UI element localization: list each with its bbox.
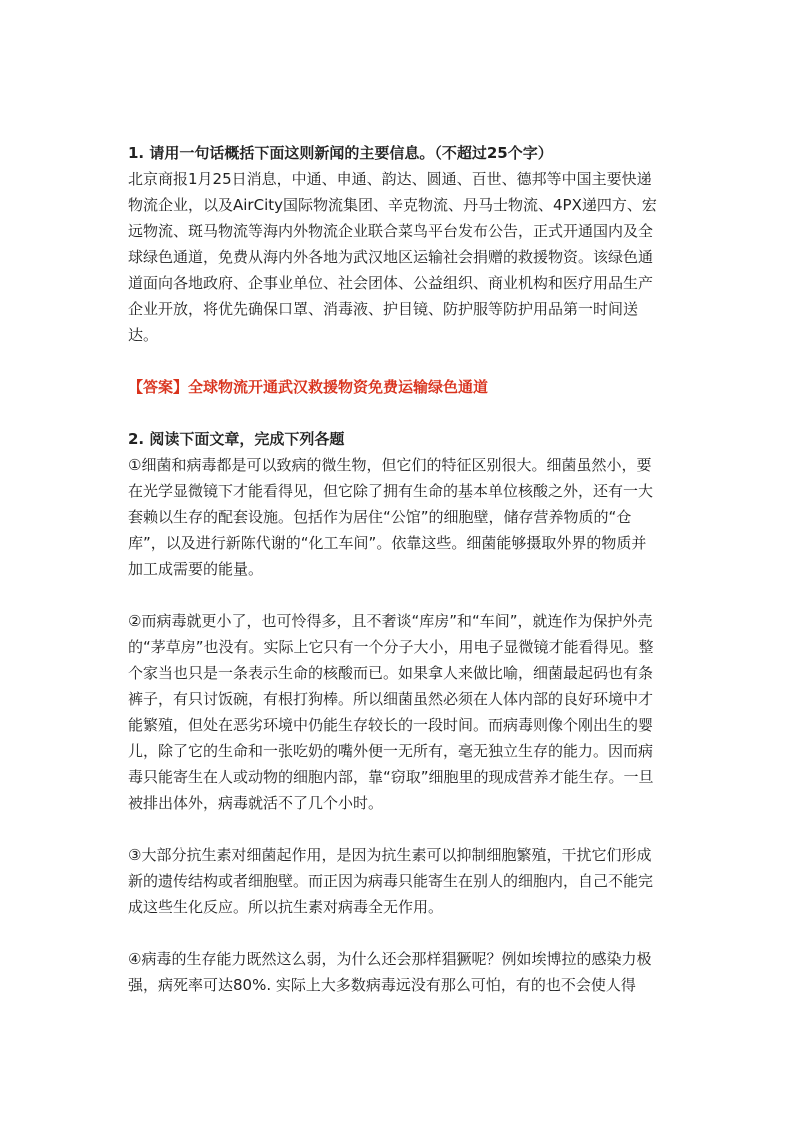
paragraph-2 — [128, 608, 673, 816]
passage-line: 加工成需要的能量。 — [128, 560, 264, 578]
document-page — [128, 140, 673, 998]
passage-line: ①细菌和病毒都是可以致病的微生物，但它们的特征区别很大。细菌虽然小，要 — [128, 456, 652, 474]
passage-line: 企业开放，将优先确保口罩、消毒液、护目镜、防护服等防护用品第一时间送 — [128, 300, 639, 318]
passage-line: 裤子，有只讨饭碗，有根打狗棒。所以细菌虽然必须在人体内部的良好环境中才 — [128, 690, 654, 708]
passage-line: 北京商报1月25日消息，中通、申通、韵达、圆通、百世、德邦等中国主要快递 — [128, 170, 652, 188]
passage-line: 远物流、斑马物流等海内外物流企业联合菜鸟平台发布公告，正式开通国内及全 — [128, 222, 654, 240]
spacer — [128, 582, 673, 608]
passage-line: 达。 — [128, 326, 159, 344]
spacer — [128, 348, 673, 374]
passage-line: ④病毒的生存能力既然这么弱，为什么还会那样猖獗呢？例如埃博拉的感染力极 — [128, 950, 652, 968]
question-2-title: 2. 阅读下面文章，完成下列各题 — [128, 430, 345, 448]
passage-line: ②而病毒就更小了，也可怜得多，且不奢谈“库房”和“车间”，就连作为保护外壳 — [128, 612, 653, 630]
question-1-title: 1. 请用一句话概括下面这则新闻的主要信息。（不超过25个字） — [128, 144, 553, 162]
paragraph-3 — [128, 842, 673, 920]
passage-line: 在光学显微镜下才能看得见，但它除了拥有生命的基本单位核酸之外，还有一大 — [128, 482, 654, 500]
passage-line: 物流企业，以及AirCity国际物流集团、辛克物流、丹马士物流、4PX递四方、宏 — [128, 196, 657, 214]
passage-line: 成这些生化反应。所以抗生素对病毒全无作用。 — [128, 898, 444, 916]
passage-line: 强，病死率可达80%. 实际上大多数病毒远没有那么可怕，有的也不会使人得 — [128, 976, 636, 994]
passage-line: 能繁殖，但处在恶劣环境中仍能生存较长的一段时间。而病毒则像个刚出生的婴 — [128, 716, 654, 734]
passage-line: ③大部分抗生素对细菌起作用，是因为抗生素可以抑制细胞繁殖，干扰它们形成 — [128, 846, 652, 864]
passage-line: 毒只能寄生在人或动物的细胞内部，靠“窃取”细胞里的现成营养才能生存。一旦 — [128, 768, 654, 786]
passage-line: 被排出体外，病毒就活不了几个小时。 — [128, 794, 384, 812]
spacer — [128, 400, 673, 426]
passage-line: 新的遗传结构或者细胞壁。而正因为病毒只能寄生在别人的细胞内，自己不能完 — [128, 872, 654, 890]
paragraph-1 — [128, 452, 673, 582]
passage-line: 的“茅草房”也没有。实际上它只有一个分子大小，用电子显微镜才能看得见。整 — [128, 638, 654, 656]
spacer — [128, 816, 673, 842]
passage-line: 儿，除了它的生命和一张吃奶的嘴外便一无所有，毫无独立生存的能力。因而病 — [128, 742, 654, 760]
question-1-passage — [128, 166, 673, 348]
passage-line: 个家当也只是一条表示生命的核酸而已。如果拿人来做比喻，细菌最起码也有条 — [128, 664, 654, 682]
passage-line: 球绿色通道，免费从海内外各地为武汉地区运输社会捐赠的救援物资。该绿色通 — [128, 248, 654, 266]
paragraph-4 — [128, 946, 673, 998]
spacer — [128, 920, 673, 946]
passage-line: 库”，以及进行新陈代谢的“化工车间”。依靠这些。细菌能够摄取外界的物质并 — [128, 534, 647, 552]
passage-line: 道面向各地政府、企事业单位、社会团体、公益组织、商业机构和医疗用品生产 — [128, 274, 654, 292]
question-1-answer: 【答案】全球物流开通武汉救援物资免费运输绿色通道 — [128, 378, 489, 396]
passage-line: 套赖以生存的配套设施。包括作为居住“公馆”的细胞壁，储存营养物质的“仓 — [128, 508, 632, 526]
